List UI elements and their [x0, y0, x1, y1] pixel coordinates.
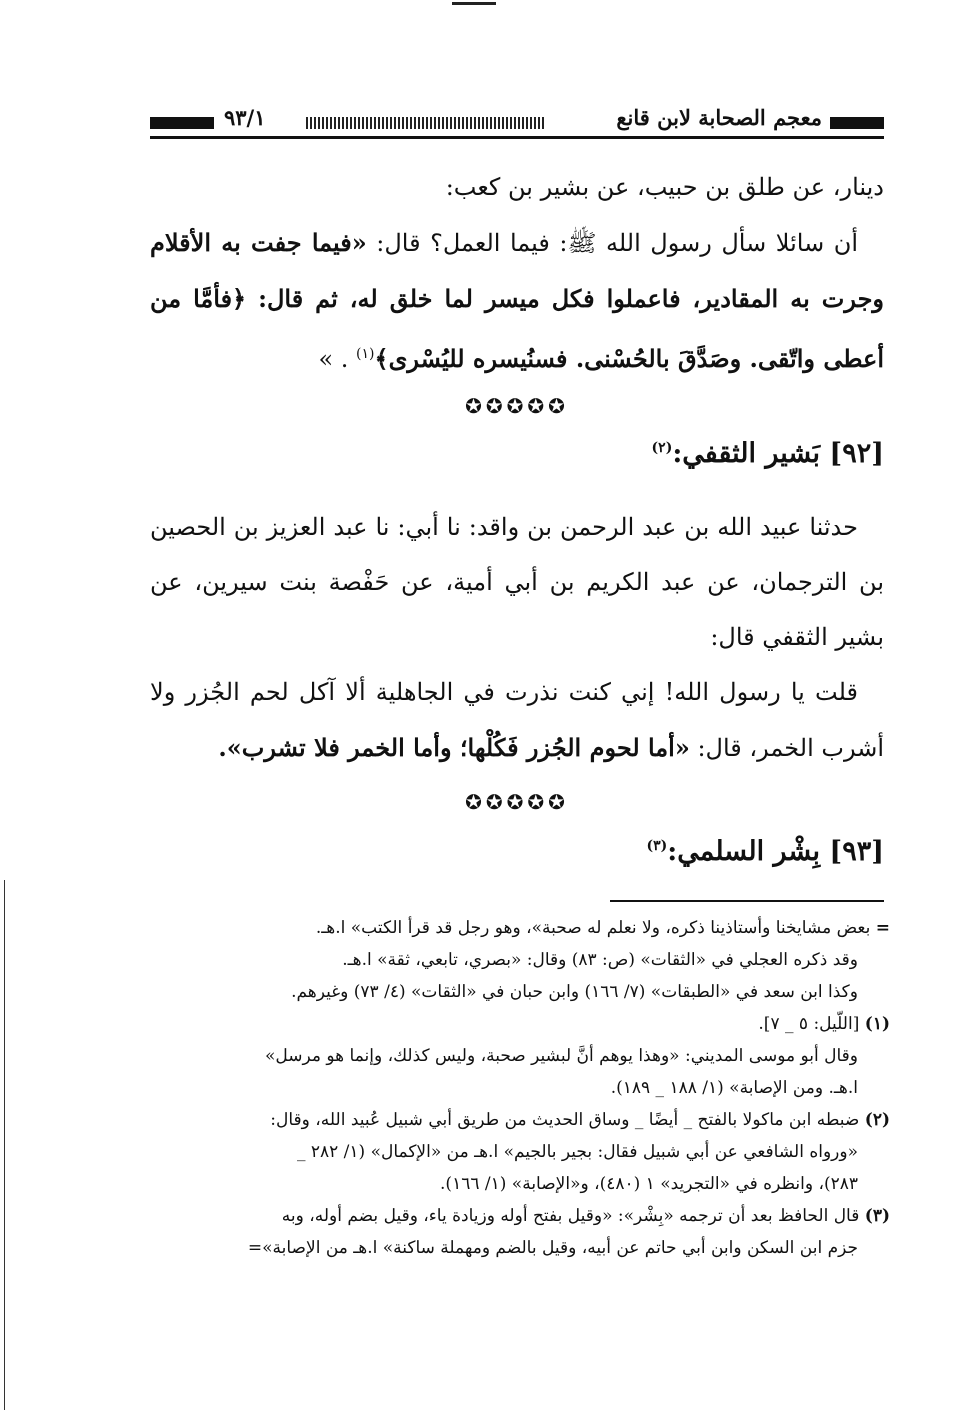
footnote-text: ضبطه ابن ماكولا بالفتح _ أيضًا _ وساق الحديث من طريق أبي شبيل عُبيد الله، وقال:: [270, 1110, 860, 1130]
hadith-quote: «فيما جفت به الأقلام وجرت به المقادير، فاعملوا فكل ميسر لما خلق له، ثم قال: ﴿فأمَّا من أعطى واتّقى. وصَدَّقَ بالحُسْنى. فسنُيسره لليُسْرى﴾: [150, 228, 884, 373]
footnote-number: (٢): [864, 1110, 890, 1130]
header-ornament-middle: [306, 117, 544, 129]
header-ornament-left: [150, 117, 214, 129]
footnote-text: قال الحافظ بعد أن ترجمه «بِشْر»: «وقيل بفتح أوله وزيادة ياء، وقيل بضم أوله، وبه: [281, 1206, 860, 1226]
footnote-text: «ورواه الشافعي عن أبي شبيل فقال: بجير بالجيم» ا.هـ من «الإكمال» (١/ ٢٨٢ _: [296, 1142, 858, 1162]
body-text-entry-92: [150, 500, 884, 776]
footnote-text: ٢٨٣)، وانظره في «التجريد» ١ (٤٨٠)، و«الإصابة» (١/ ١٦٦).: [440, 1174, 858, 1194]
hadith-end: . »: [318, 345, 357, 373]
footnotes: [150, 912, 890, 1264]
header-title: معجم الصحابة لابن قانع: [616, 105, 822, 130]
hadith-paragraph: [150, 665, 884, 776]
footnote-text: ا.هـ. ومن الإصابة» (١/ ١٨٨ _ ١٨٩).: [610, 1078, 858, 1098]
running-header: [150, 105, 884, 139]
entry-heading: [150, 438, 884, 469]
hadith-quote: «أما لحوم الجُزر فَكُلْها؛ وأما الخمر فلا تشرب».: [218, 733, 690, 762]
header-rule: [150, 136, 884, 139]
hadith-paragraph: [150, 215, 884, 387]
footnote-rule: [610, 900, 884, 902]
footnote-number: (٣): [864, 1206, 890, 1226]
entry-heading-text: [٩٣] بِشْر السلمي:: [667, 836, 884, 867]
entry-heading-text: [٩٢] بَشير الثقفي:: [672, 438, 884, 469]
footnote-number: =: [875, 918, 890, 938]
footnote-ref: (١): [356, 346, 375, 362]
footnote-text: وقال أبو موسى المديني: «وهذا يوهم أنَّ لبشير صحبة، وليس كذلك، وإنما هو مرسل»: [264, 1046, 858, 1066]
footnote-text: وكذا ابن سعد في «الطبقات» (٧/ ١٦٦) وابن حبان في «الثقات» (٤/ ٧٣) وغيرهم.: [291, 982, 858, 1002]
hadith-intro: أن سائلا سأل رسول الله ﷺ: فيما العمل؟ قال:: [366, 229, 858, 257]
footnote-ref: (٢): [651, 440, 673, 456]
header-page-number: ٩٣/١: [224, 105, 266, 130]
hadith-intro: قلت يا رسول الله! إني كنت نذرت في الجاهلية ألا آكل لحم الجُزر ولا أشرب الخمر، قال:: [150, 678, 884, 762]
footnote-text: وقد ذكره العجلي في «الثقات» (ص: ٨٣) وقال: «بصري، تابعي، ثقة» ا.هـ.: [342, 950, 858, 970]
top-mark: [452, 2, 496, 5]
footnote-ref: (٣): [646, 838, 668, 854]
text-line: دينار، عن طلق بن حبيب، عن بشير بن كعب:: [445, 173, 884, 201]
footnote-text: [اللّيل: ٥ _ ٧].: [758, 1014, 860, 1034]
footnote-number: (١): [864, 1014, 890, 1034]
entry-heading: [150, 836, 884, 867]
section-separator: ✪✪✪✪✪: [465, 790, 569, 814]
footnote-text: جزم ابن السكن وابن أبي حاتم عن أبيه، وقيل بالضم ومهملة ساكنة» ا.هـ من الإصابة»=: [247, 1238, 858, 1258]
scan-edge-line: [4, 880, 5, 1410]
header-ornament-right: [830, 117, 884, 129]
body-text-top: [150, 160, 884, 387]
isnad-paragraph: حدثنا عبيد الله بن عبد الرحمن بن واقد: نا أبي: نا عبد العزيز بن الحصين بن الترجمان، عن عبد الكريم بن أبي أمية، عن حَفْصة بنت سيرين، عن بشير الثقفي قال:: [150, 513, 884, 651]
section-separator: ✪✪✪✪✪: [465, 394, 569, 418]
footnote-text: بعض مشايخنا وأستاذينا ذكره، ولا نعلم له صحبة»، وهو رجل قد قرأ الكتب» ا.هـ.: [315, 918, 871, 938]
